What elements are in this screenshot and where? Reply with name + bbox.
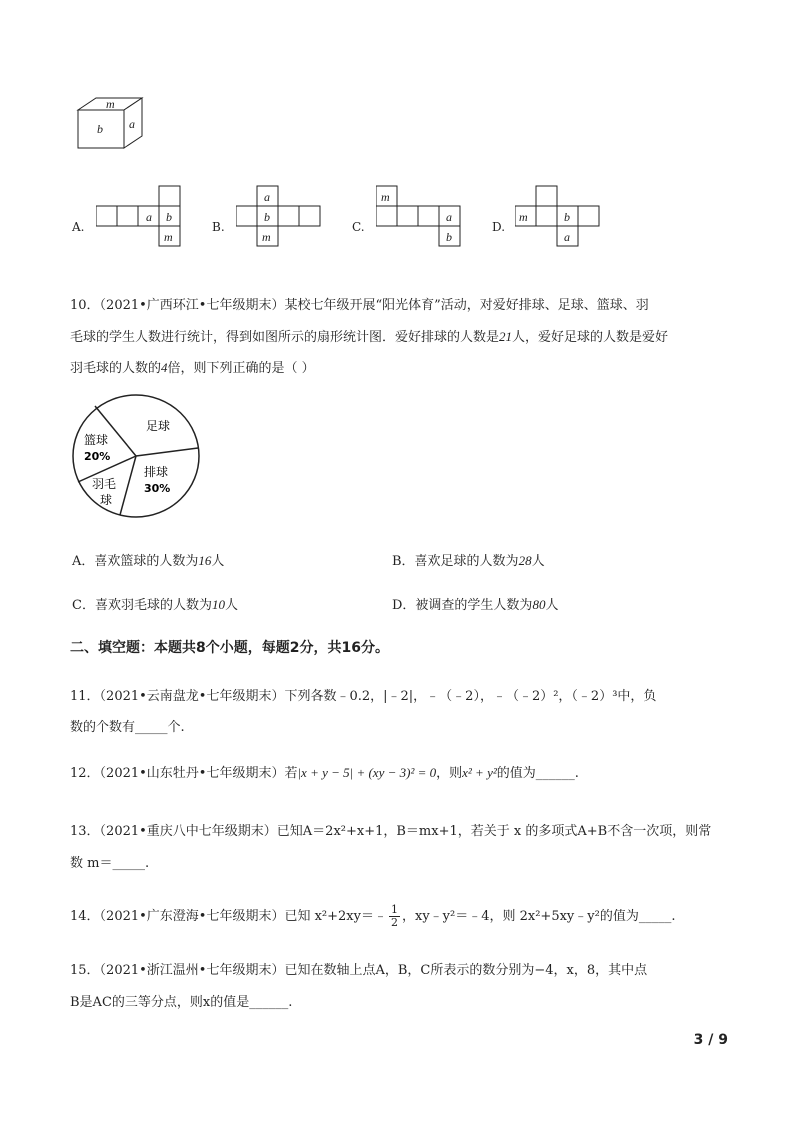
net-b-option-label: B. (212, 220, 225, 234)
net-a-option-label: A. (72, 220, 85, 234)
net-c-label-1: m (381, 190, 390, 204)
cube-right-label: a (129, 117, 135, 131)
pie-chart (70, 392, 206, 520)
q15-line-1: 15．（2021•浙江温州•七年级期末）已知在数轴上点A，B，C所表示的数分别为−4，x，8，其中点 (70, 963, 648, 978)
net-a (96, 185, 186, 247)
pie-label-basketball: 篮球 (84, 433, 109, 447)
q14-line: 14．（2021•广东澄海•七年级期末）已知 x²+2xy＝﹣ $\frac{1}{2}$ ，xy﹣y²＝﹣4，则 2x²+5xy﹣y²的值为_____. (70, 903, 676, 929)
q10-option-b: B．喜欢足球的人数为28人 (392, 553, 545, 569)
q10-option-d: D．被调查的学生人数为80人 (392, 597, 559, 613)
net-c-option-label: C. (352, 220, 365, 234)
net-d-label-1: m (519, 210, 528, 224)
net-a-label-1: a (146, 210, 152, 224)
page-number: 3 / 9 (693, 1032, 728, 1048)
q12-line: 12．（2021•山东牡丹•七年级期末）若|x + y − 5| + (xy − 3)² = 0，则x² + y²的值为______. (70, 765, 579, 781)
q10-option-a: A．喜欢篮球的人数为16人 (72, 553, 225, 569)
q10-line-2: 毛球的学生人数进行统计，得到如图所示的扇形统计图．爱好排球的人数是21人，爱好足球的人数是爱好 (70, 329, 669, 345)
net-c-label-2: a (446, 210, 452, 224)
q11-line-2: 数的个数有_____个. (70, 720, 185, 735)
net-a-label-2: b (166, 210, 172, 224)
net-c-label-3: b (446, 230, 452, 244)
cube-top-label: m (106, 97, 115, 111)
pie-label-football: 足球 (146, 419, 171, 433)
net-d-label-3: a (564, 230, 570, 244)
q12-equation: |x + y − 5| + (xy − 3)² = 0 (297, 765, 437, 780)
q14-fraction: $\frac{1}{2}$ (390, 903, 398, 929)
net-b-label-3: m (262, 230, 271, 244)
q15-line-2: B是AC的三等分点，则x的值是______. (70, 995, 293, 1010)
net-d-option-label: D. (492, 220, 506, 234)
q10-line-3: 羽毛球的人数的4倍，则下列正确的是（ ） (70, 360, 315, 376)
net-d (515, 185, 605, 247)
q13-line-1: 13．（2021•重庆八中七年级期末）已知A＝2x²+x+1，B＝mx+1，若关于 x 的多项式A+B不含一次项，则常 (70, 824, 712, 839)
q11-line-1: 11．（2021•云南盘龙•七年级期末）下列各数﹣0.2，|﹣2|，﹣（﹣2），﹣（﹣2）²，（﹣2）³中，负 (70, 689, 657, 704)
section-fill-in-heading: 二、填空题：本题共8个小题，每题2分，共16分。 (70, 640, 389, 656)
net-b-label-1: a (264, 190, 270, 204)
net-b (236, 185, 326, 247)
pie-label-badminton-1: 羽毛 (92, 477, 117, 491)
q13-line-2: 数 m＝_____. (70, 856, 150, 871)
q10-line-1: 10．（2021•广西环江•七年级期末）某校七年级开展“阳光体育”活动，对爱好排球、足球、篮球、羽 (70, 298, 649, 313)
q12-expression: x² + y² (462, 765, 497, 780)
net-b-label-2: b (264, 210, 270, 224)
q10-option-c: C．喜欢羽毛球的人数为10人 (72, 597, 238, 613)
pie-label-badminton-2: 球 (100, 493, 113, 507)
net-c (376, 185, 466, 247)
cube-front-label: b (97, 122, 103, 136)
pie-label-basketball-pct: 20% (84, 450, 111, 463)
net-d-label-2: b (564, 210, 570, 224)
cube-figure (76, 96, 146, 152)
net-a-label-3: m (164, 230, 173, 244)
pie-label-volleyball: 排球 (144, 465, 169, 479)
pie-label-volleyball-pct: 30% (144, 482, 171, 495)
